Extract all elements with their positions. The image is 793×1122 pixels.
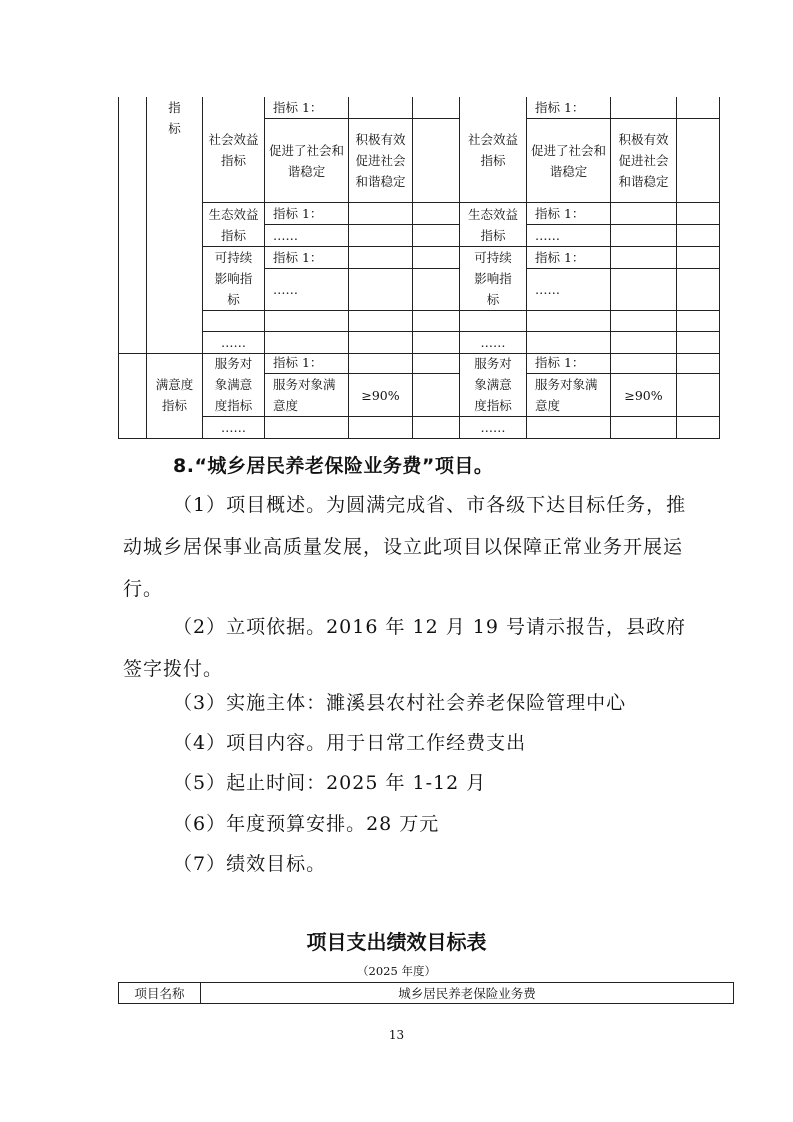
left-serv-label: 服务对象满意度指标 bbox=[203, 352, 265, 417]
performance-table-satisfaction bbox=[118, 352, 720, 439]
left-social-indicator-1: 指标 1： bbox=[265, 97, 349, 119]
left-serv-desc: 服务对象满意度 bbox=[265, 374, 349, 417]
satisfaction-category: 满意度指标 bbox=[147, 352, 203, 439]
paragraph-basis: （2）立项依据。2016 年 12 月 19 号请示报告，县政府签字拨付。 bbox=[123, 616, 686, 680]
paragraph-content: （4）项目内容。用于日常工作经费支出 bbox=[173, 732, 527, 754]
right-social-indicator-value: 积极有效促进社会和谐稳定 bbox=[611, 119, 677, 203]
paragraph-target: （7）绩效目标。 bbox=[173, 853, 327, 875]
section-title: 8.“城乡居民养老保险业务费”项目。 bbox=[173, 455, 494, 477]
table-title: 项目支出绩效目标表 bbox=[306, 930, 487, 954]
page-number: 13 bbox=[388, 1028, 405, 1042]
left-eco-more: …… bbox=[265, 225, 349, 247]
paragraph-subject: （3）实施主体：濉溪县农村社会养老保险管理中心 bbox=[173, 692, 627, 714]
right-sustain-label-cell: 可持续影响指标 bbox=[460, 247, 527, 311]
right-serv-ind1: 指标 1： bbox=[527, 352, 611, 374]
left-sustain-more: …… bbox=[265, 269, 349, 311]
project-name-value: 城乡居民养老保险业务费 bbox=[201, 983, 734, 1004]
right-serv-desc: 服务对象满意度 bbox=[527, 374, 611, 417]
right-serv-more: …… bbox=[460, 417, 527, 439]
indicator-category-cell bbox=[147, 97, 203, 354]
left-serv-ind1: 指标 1： bbox=[265, 352, 349, 374]
indicator-category-label: 指标 bbox=[168, 100, 181, 136]
left-sustain-indicator-1: 指标 1： bbox=[265, 247, 349, 269]
right-serv-label: 服务对象满意度指标 bbox=[460, 352, 527, 417]
left-eco-indicator-1: 指标 1： bbox=[265, 203, 349, 225]
right-social-label-cell: 社会效益指标 bbox=[460, 97, 527, 203]
paragraph-budget: （6）年度预算安排。28 万元 bbox=[173, 813, 440, 835]
project-name-label: 项目名称 bbox=[119, 983, 201, 1004]
left-serv-value: ≥90% bbox=[349, 374, 413, 417]
left-social-indicator-value: 积极有效促进社会和谐稳定 bbox=[349, 119, 413, 203]
right-eco-more: …… bbox=[527, 225, 611, 247]
project-target-table bbox=[118, 982, 734, 1004]
left-social-indicator-desc: 促进了社会和谐稳定 bbox=[265, 119, 349, 203]
left-more: …… bbox=[203, 332, 265, 354]
performance-table-continued bbox=[118, 97, 720, 354]
paragraph-overview: （1）项目概述。为圆满完成省、市各级下达目标任务，推动城乡居保事业高质量发展，设立此项目以保障正常业务开展运行。 bbox=[123, 494, 687, 600]
paragraph-period: （5）起止时间：2025 年 1-12 月 bbox=[173, 772, 487, 794]
right-more: …… bbox=[460, 332, 527, 354]
right-serv-value: ≥90% bbox=[611, 374, 677, 417]
left-sustain-label-cell: 可持续影响指标 bbox=[203, 247, 265, 311]
left-eco-label-cell: 生态效益指标 bbox=[203, 203, 265, 247]
right-sustain-more: …… bbox=[527, 269, 611, 311]
table-year: （2025 年度） bbox=[357, 964, 436, 978]
right-social-indicator-1: 指标 1： bbox=[527, 97, 611, 119]
right-eco-label-cell: 生态效益指标 bbox=[460, 203, 527, 247]
left-social-label-cell: 社会效益指标 bbox=[203, 97, 265, 203]
right-social-indicator-desc: 促进了社会和谐稳定 bbox=[527, 119, 611, 203]
right-sustain-indicator-1: 指标 1： bbox=[527, 247, 611, 269]
right-eco-indicator-1: 指标 1： bbox=[527, 203, 611, 225]
left-serv-more: …… bbox=[203, 417, 265, 439]
blank-first-column bbox=[119, 97, 147, 354]
